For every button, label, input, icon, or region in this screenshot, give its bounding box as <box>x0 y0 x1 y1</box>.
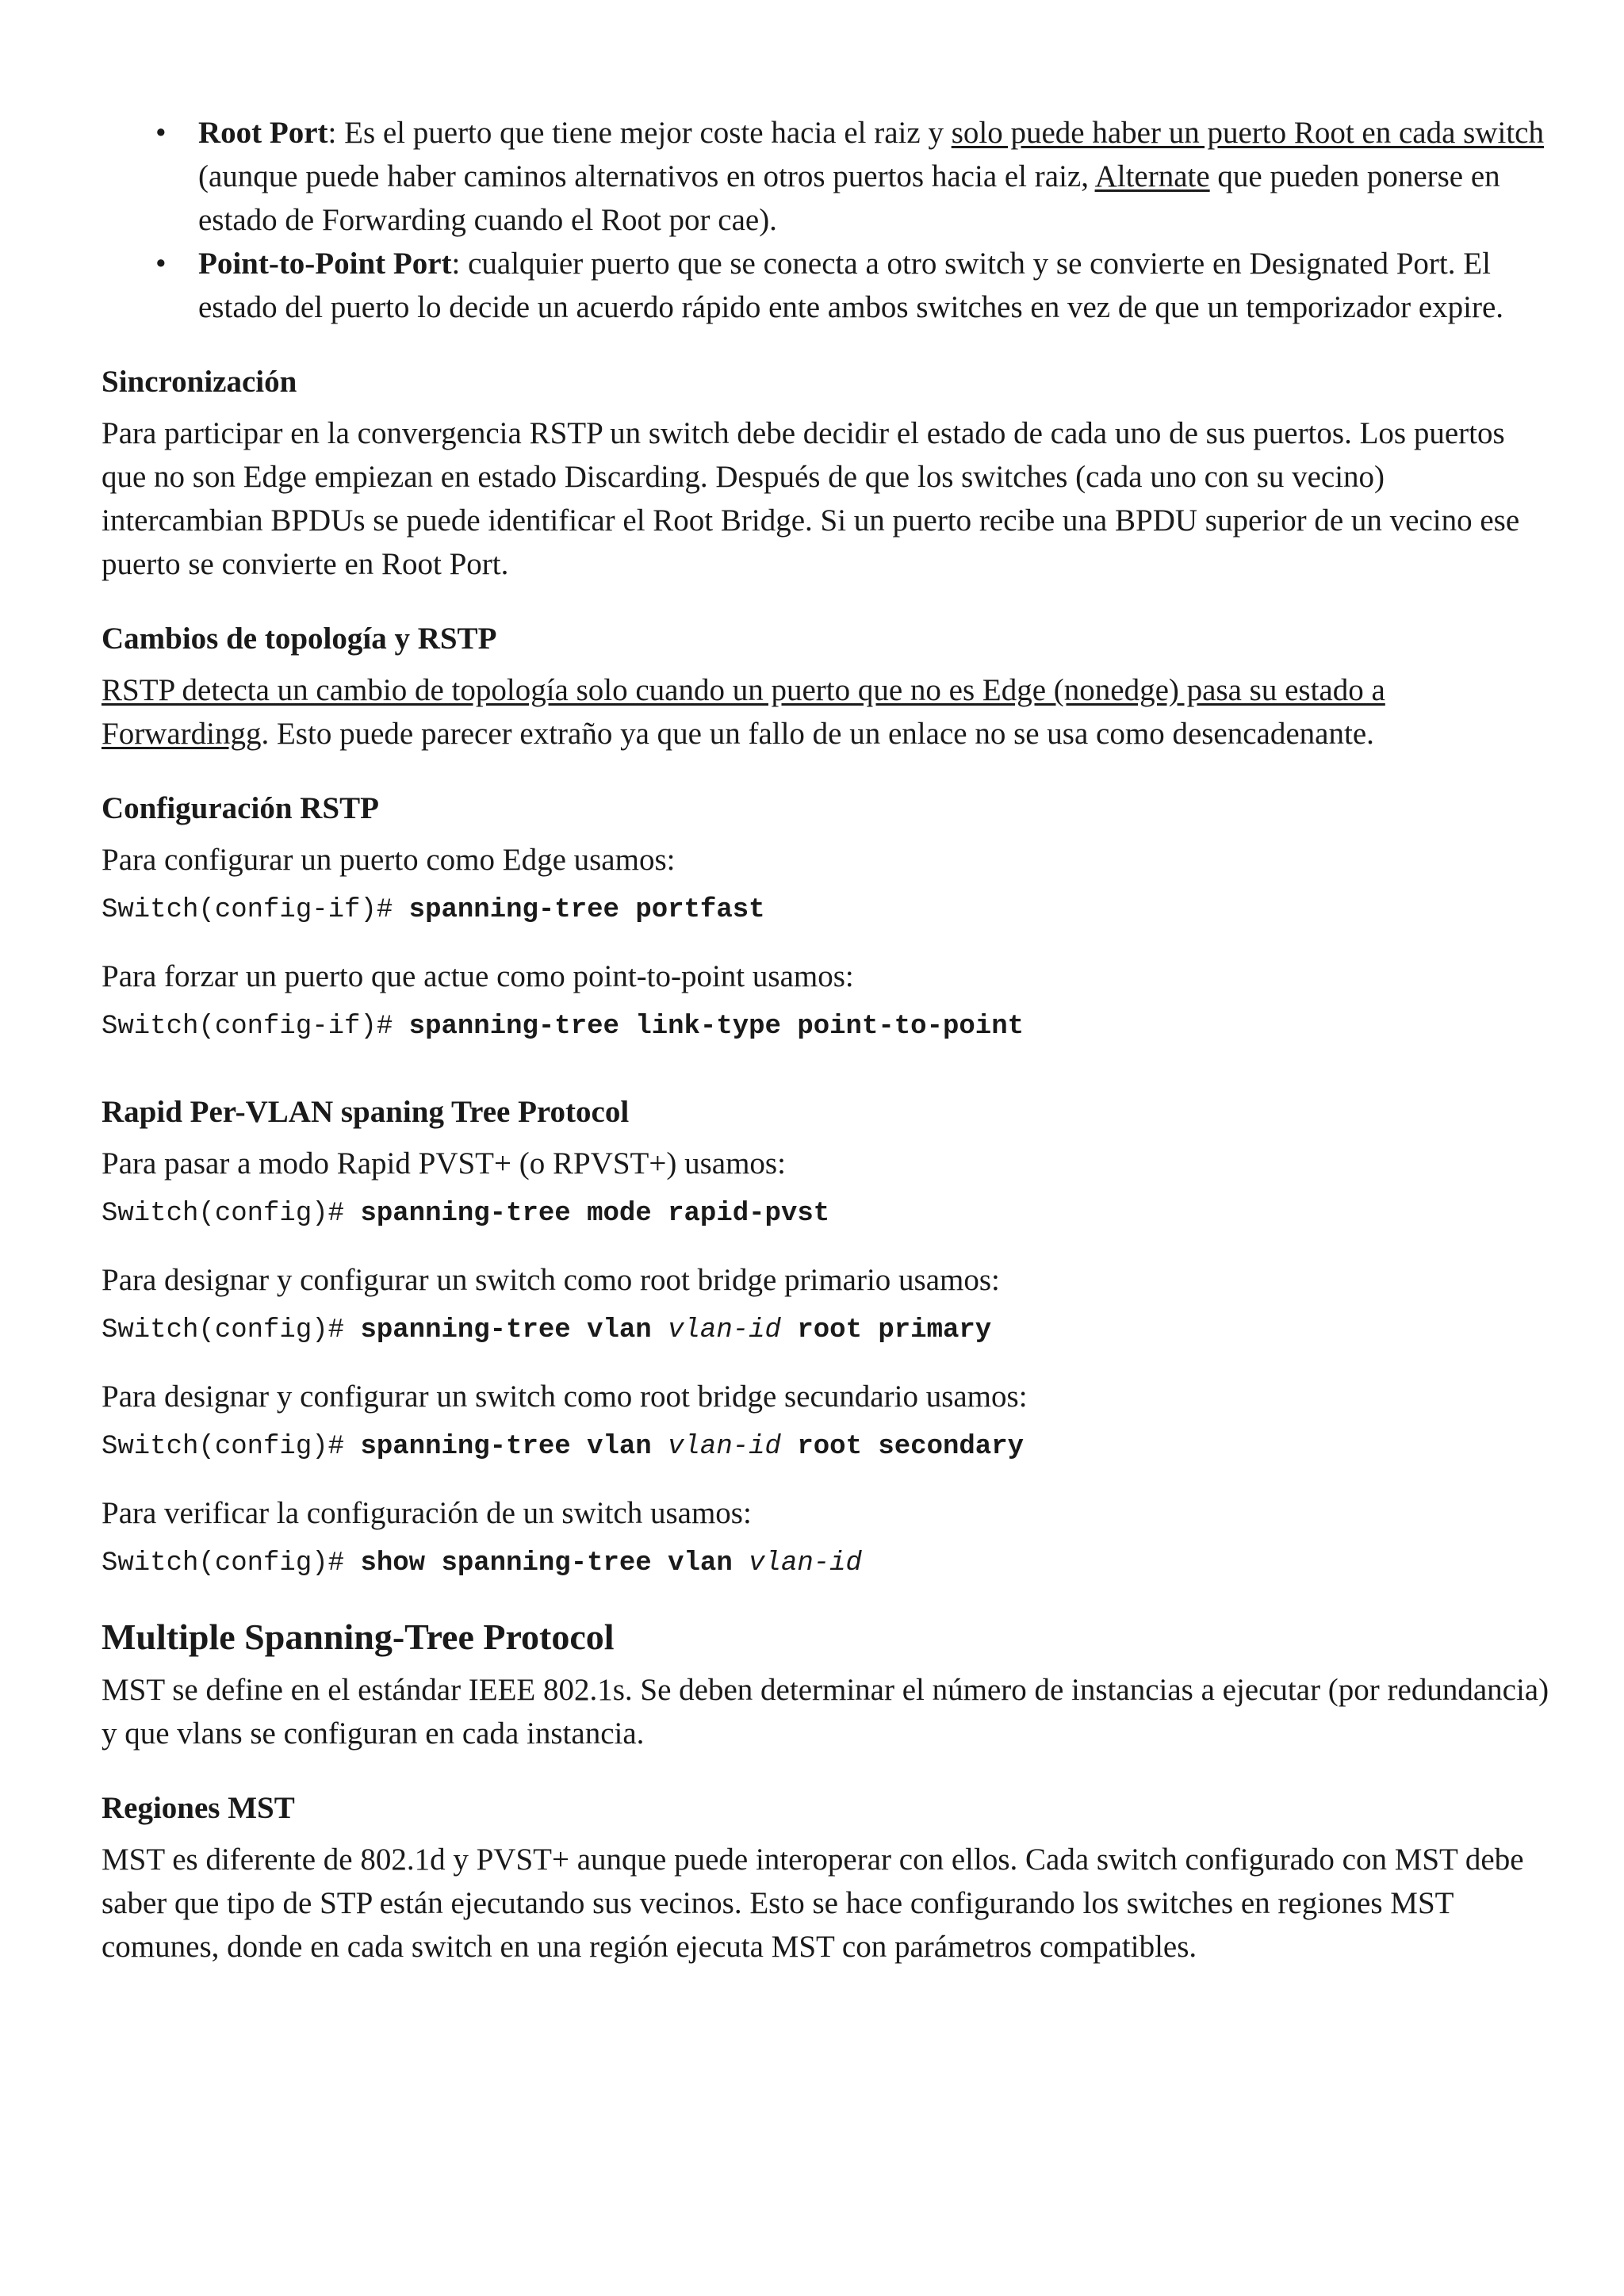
topology-rest: . Esto puede parecer extraño ya que un fallo de un enlace no se usa como desencadenante. <box>261 717 1374 751</box>
command-portfast <box>102 893 1553 928</box>
alternate-underlined: Alternate <box>1094 159 1210 193</box>
port-types-list <box>102 111 1553 329</box>
root-port-text-3: que pueden ponerse en estado de Forwarding cuando el Root por cae). <box>198 159 1500 237</box>
command-show-spanning-tree <box>102 1546 1553 1581</box>
command-keyword: show spanning-tree vlan <box>360 1548 749 1578</box>
command-keyword: spanning-tree link-type point-to-point <box>408 1012 1024 1042</box>
command-keyword: spanning-tree portfast <box>408 895 765 925</box>
command-keyword: root secondary <box>780 1432 1025 1462</box>
heading-sincronizacion: Sincronización <box>102 365 297 399</box>
command-prompt: Switch(config)# <box>102 1199 361 1229</box>
intro-point-to-point: Para forzar un puerto que actue como point-to-point usamos: <box>102 959 854 993</box>
list-item-point-to-point <box>102 242 1553 329</box>
term-point-to-point: Point-to-Point Port <box>198 247 452 281</box>
intro-edge: Para configurar un puerto como Edge usamos: <box>102 843 676 877</box>
command-mode-rapid-pvst <box>102 1196 1553 1231</box>
list-item-root-port <box>102 111 1553 242</box>
command-prompt: Switch(config-if)# <box>102 1012 409 1042</box>
root-port-text-2: (aunque puede haber caminos alternativos en otros puertos hacia el raiz, <box>198 159 1095 193</box>
heading-cambios-topologia: Cambios de topología y RSTP <box>102 622 497 656</box>
command-keyword: spanning-tree vlan <box>360 1315 668 1345</box>
command-keyword: root primary <box>780 1315 992 1345</box>
paragraph-mstp: MST se define en el estándar IEEE 802.1s. Se deben determinar el número de instancias a ejecutar (por redundancia) y que vlans se configuran en cada instancia. <box>102 1673 1549 1751</box>
paragraph-regiones-mst: MST es diferente de 802.1d y PVST+ aunque puede interoperar con ellos. Cada switch configurado con MST debe saber que tipo de STP están ejecutando sus vecinos. Esto se hace configurando los switches en regiones MST comunes, donde en cada switch en una región ejecuta MST con parámetros compatibles. <box>102 1843 1524 1964</box>
bullet-icon: • <box>155 116 167 150</box>
command-prompt: Switch(config)# <box>102 1432 361 1462</box>
command-root-secondary <box>102 1429 1553 1464</box>
command-keyword: spanning-tree vlan <box>360 1432 668 1462</box>
command-root-primary <box>102 1313 1553 1348</box>
bullet-icon: • <box>155 247 167 281</box>
intro-verify: Para verificar la configuración de un switch usamos: <box>102 1496 752 1530</box>
command-prompt: Switch(config)# <box>102 1315 361 1345</box>
intro-root-secondary: Para designar y configurar un switch como root bridge secundario usamos: <box>102 1380 1028 1414</box>
paragraph-cambios-topologia <box>102 668 1553 756</box>
command-argument: vlan-id <box>668 1315 781 1345</box>
intro-root-primary: Para designar y configurar un switch como root bridge primario usamos: <box>102 1263 1000 1297</box>
command-prompt: Switch(config)# <box>102 1548 361 1578</box>
term-root-port: Root Port <box>198 116 328 150</box>
heading-regiones-mst: Regiones MST <box>102 1791 295 1825</box>
point-to-point-text: : cualquier puerto que se conecta a otro switch y se convierte en Designated Port. El estado del puerto lo decide un acuerdo rápido ente ambos switches en vez de que un temporizador expire. <box>198 247 1504 324</box>
heading-mstp: Multiple Spanning-Tree Protocol <box>102 1617 615 1657</box>
heading-configuracion-rstp: Configuración RSTP <box>102 791 379 825</box>
paragraph-sincronizacion: Para participar en la convergencia RSTP un switch debe decidir el estado de cada uno de sus puertos. Los puertos que no son Edge empiezan en estado Discarding. Después de que los switches (cada uno con su vecino) intercambian BPDUs se puede identificar el Root Bridge. Si un puerto recibe una BPDU superior de un vecino ese puerto se convierte en Root Port. <box>102 416 1520 581</box>
command-keyword: spanning-tree mode rapid-pvst <box>360 1199 830 1229</box>
command-prompt: Switch(config-if)# <box>102 895 409 925</box>
root-port-text: : Es el puerto que tiene mejor coste hacia el raiz y <box>327 116 952 150</box>
root-port-underlined: solo puede haber un puerto Root en cada switch <box>951 116 1544 150</box>
command-argument: vlan-id <box>749 1548 862 1578</box>
intro-rapid-pvst: Para pasar a modo Rapid PVST+ (o RPVST+) usamos: <box>102 1146 786 1181</box>
heading-rpvst: Rapid Per-VLAN spaning Tree Protocol <box>102 1095 630 1129</box>
command-argument: vlan-id <box>668 1432 781 1462</box>
topology-underlined: RSTP detecta un cambio de topología solo cuando un puerto que no es Edge (nonedge) pasa su estado a Forwardingg <box>102 673 1385 751</box>
command-link-type <box>102 1009 1553 1044</box>
document-page <box>102 111 1553 1969</box>
